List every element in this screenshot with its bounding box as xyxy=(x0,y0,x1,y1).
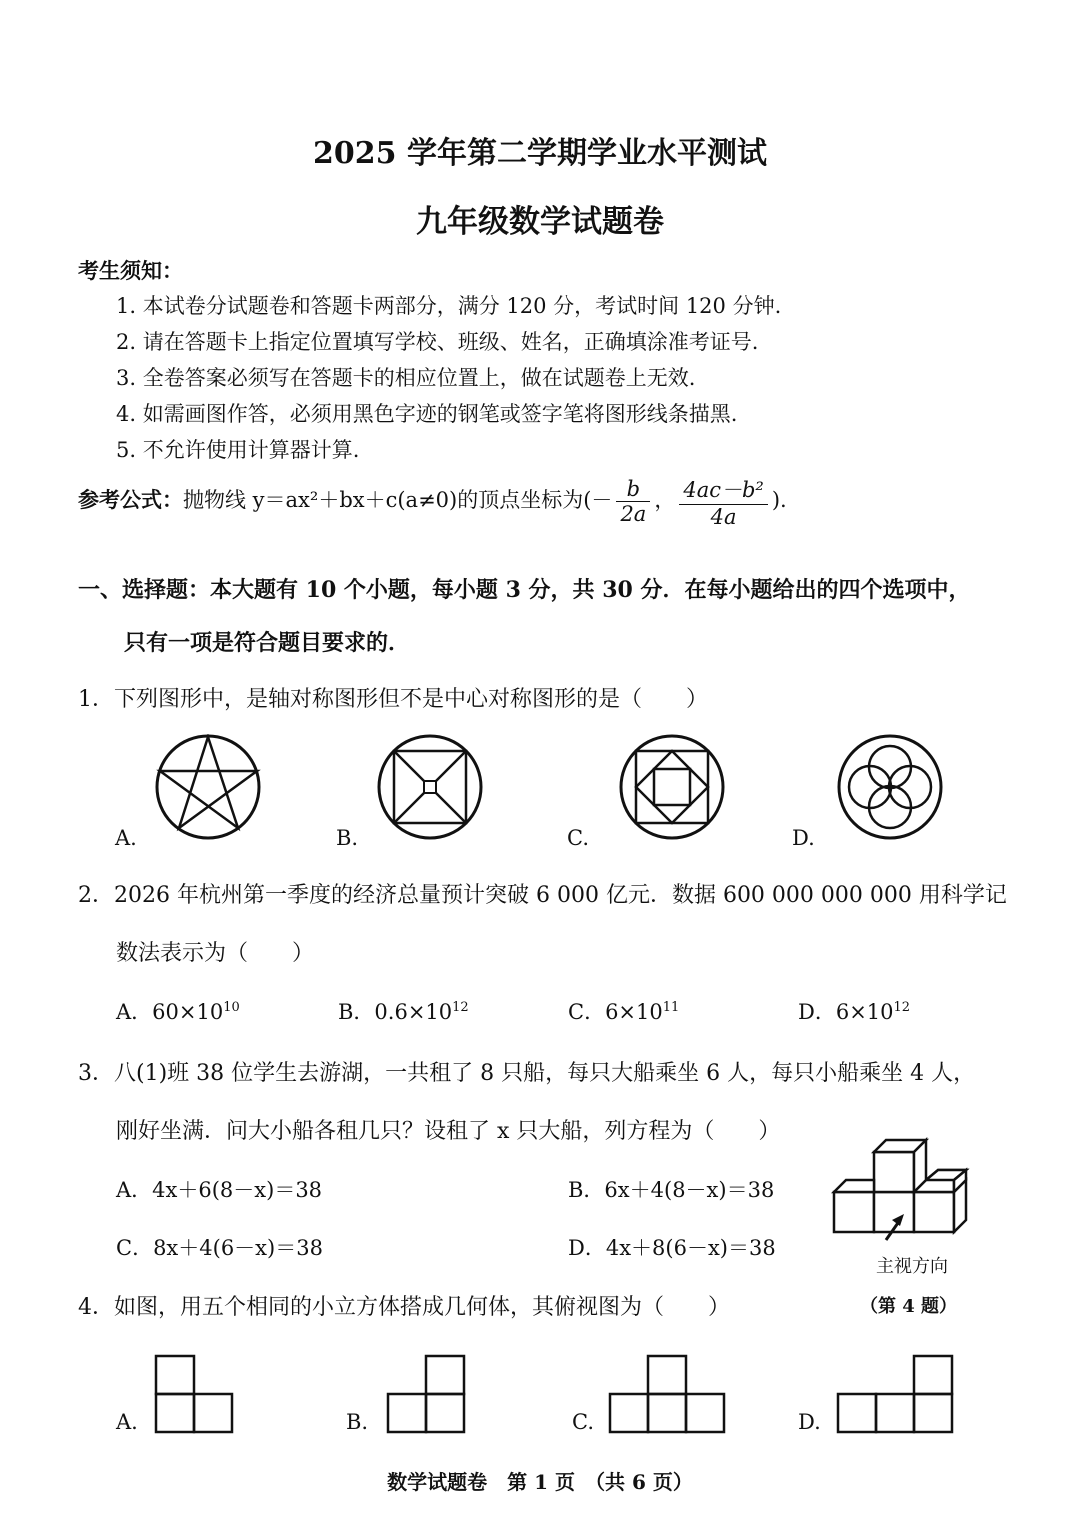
reference-formula xyxy=(78,474,787,529)
q4-label-a: A. xyxy=(116,1410,138,1434)
notice-item-3: 3. 全卷答案必须写在答题卡的相应位置上，做在试题卷上无效. xyxy=(116,366,696,390)
q4-figure-caption: 主视方向 xyxy=(876,1256,948,1277)
q3-option-b: B．6x＋4(8－x)＝38 xyxy=(568,1178,775,1202)
q1-label-d: D. xyxy=(792,826,815,850)
fraction-b-over-2a xyxy=(616,477,650,526)
q1-figure-c-nested-squares xyxy=(614,734,732,842)
q1-label-c: C. xyxy=(567,826,589,850)
notice-item-5: 5. 不允许使用计算器计算. xyxy=(116,438,360,462)
question-3-stem: 3．八(1)班 38 位学生去游湖，一共租了 8 只船，每只大船乘坐 6 人，每只小船乘坐 4 人， xyxy=(78,1061,976,1086)
notice-item-1: 1. 本试卷分试题卷和答题卡两部分，满分 120 分，考试时间 120 分钟. xyxy=(116,294,782,318)
fraction-vertex-y xyxy=(679,474,768,529)
q2-option-b-base: B．0.6×10 xyxy=(338,1000,453,1024)
question-1-stem: 1．下列图形中，是轴对称图形但不是中心对称图形的是（ ） xyxy=(78,687,708,712)
q2-option-d-exponent: 12 xyxy=(893,1000,911,1015)
fraction-numerator: b xyxy=(616,477,650,502)
q4-label-b: B. xyxy=(346,1410,369,1434)
q4-label-c: C. xyxy=(572,1410,594,1434)
section-heading: 一、选择题：本大题有 10 个小题，每小题 3 分，共 30 分．在每小题给出的四个选项中， xyxy=(78,577,971,603)
q4-option-b-figure xyxy=(386,1354,468,1438)
q2-option-b-exponent: 12 xyxy=(452,1000,469,1015)
q3-option-c: C．8x＋4(6－x)＝38 xyxy=(116,1236,323,1260)
q1-figure-b-pinwheel-square xyxy=(372,734,490,842)
q1-label-b: B. xyxy=(336,826,359,850)
q2-option-a-base: A．60×10 xyxy=(116,1000,224,1024)
q4-label-d: D. xyxy=(798,1410,821,1434)
fraction-numerator: 4ac－b² xyxy=(679,474,768,505)
question-3-stem-cont: 刚好坐满．问大小船各租几只？设租了 x 只大船，列方程为（ ） xyxy=(116,1119,781,1144)
formula-tail: ). xyxy=(771,488,787,512)
q1-figure-d-four-petal-circle xyxy=(832,734,950,842)
q2-option-c-exponent: 11 xyxy=(662,1000,680,1015)
q4-option-c-figure xyxy=(608,1354,728,1438)
q4-option-a-figure xyxy=(154,1354,236,1438)
formula-label: 参考公式： xyxy=(78,487,183,512)
section-heading-cont: 只有一项是符合题目要求的． xyxy=(124,630,411,656)
q2-option-c xyxy=(568,996,679,1026)
fraction-denominator: 4a xyxy=(710,505,737,529)
q4-cube-figure xyxy=(828,1136,978,1258)
q2-option-d-base: D．6×10 xyxy=(798,1000,894,1024)
fraction-denominator: 2a xyxy=(620,502,647,526)
notice-heading: 考生须知： xyxy=(78,258,183,283)
q3-option-d: D．4x＋8(6－x)＝38 xyxy=(568,1236,776,1260)
paper-title: 九年级数学试题卷 xyxy=(416,204,664,240)
q2-option-c-base: C．6×10 xyxy=(568,1000,663,1024)
q2-option-b xyxy=(338,996,469,1026)
question-2-stem: 2．2026 年杭州第一季度的经济总量预计突破 6 000 亿元．数据 600 000 000 000 用科学记 xyxy=(78,883,1007,908)
q2-option-d xyxy=(798,996,910,1026)
q1-label-a: A. xyxy=(115,826,137,850)
question-4-stem: 4．如图，用五个相同的小立方体搭成几何体，其俯视图为（ ） xyxy=(78,1295,730,1320)
exam-title: 2025 学年第二学期学业水平测试 xyxy=(313,136,767,171)
q4-option-d-figure xyxy=(836,1354,956,1438)
q1-figure-a-star-in-circle xyxy=(150,734,268,842)
notice-item-4: 4. 如需画图作答，必须用黑色字迹的钢笔或签字笔将图形线条描黑. xyxy=(116,402,738,426)
page-footer: 数学试题卷 第 1 页 （共 6 页） xyxy=(387,1470,693,1494)
notice-item-2: 2. 请在答题卡上指定位置填写学校、班级、姓名，正确填涂准考证号. xyxy=(116,330,759,354)
q3-option-a: A．4x＋6(8－x)＝38 xyxy=(116,1178,323,1202)
formula-comma: ， xyxy=(654,488,676,512)
q2-option-a xyxy=(116,996,240,1026)
formula-text: 抛物线 y＝ax²＋bx＋c(a≠0)的顶点坐标为(－ xyxy=(183,488,613,512)
q2-option-a-exponent: 10 xyxy=(223,1000,240,1015)
question-2-stem-cont: 数法表示为（ ） xyxy=(116,941,315,966)
q4-figure-label: （第 4 题） xyxy=(860,1296,958,1317)
